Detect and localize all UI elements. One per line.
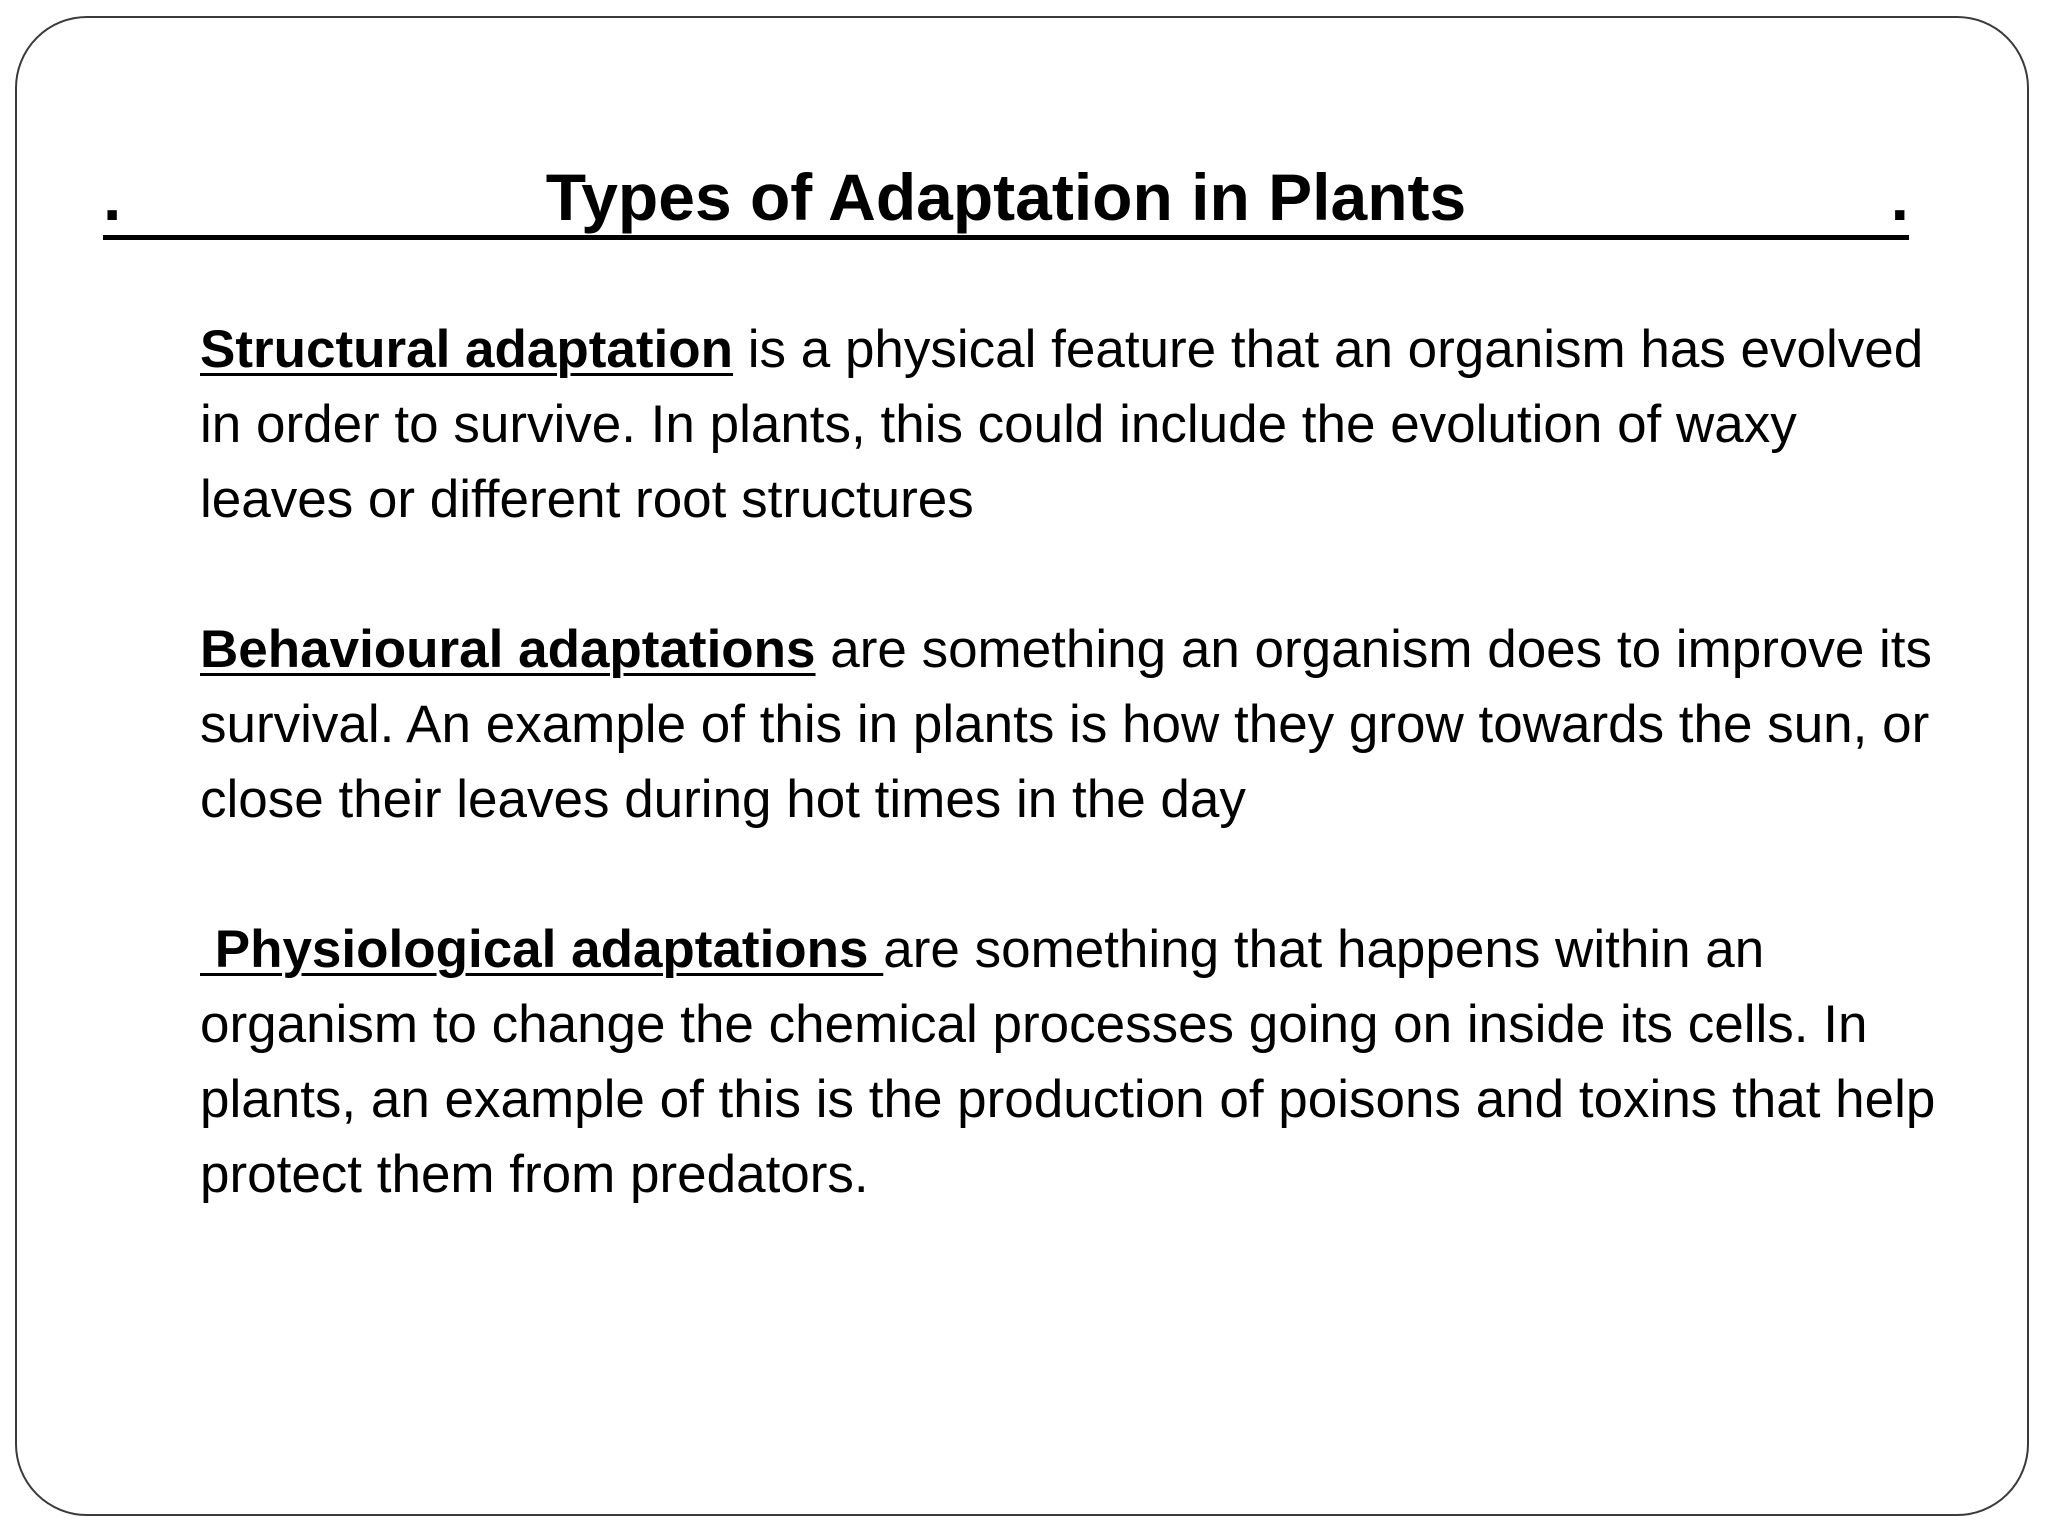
paragraph-behavioural (200, 612, 1960, 837)
paragraph-physiological (200, 912, 1960, 1212)
title-left-dot: . (103, 160, 122, 234)
title-right-dot: . (1890, 160, 1909, 234)
paragraph-structural-text: is a physical feature that an organism has evolved in order to survive. In plants, this could include the evolution of waxy leaves or different root structures (200, 320, 1924, 529)
slide-title-row (103, 160, 1909, 240)
paragraph-physiological-text: are something that happens within an organism to change the chemical processes going on inside its cells. In plants, an example of this is the production of poisons and toxins that help protect them from predators. (200, 920, 1936, 1204)
term-physiological-adaptations: Physiological adaptations (200, 920, 884, 979)
slide-title: Types of Adaptation in Plants (545, 160, 1467, 234)
paragraph-behavioural-text: are something an organism does to improve its survival. An example of this in plants is how they grow towards the sun, or close their leaves during hot times in the day (200, 620, 1933, 829)
term-structural-adaptation: Structural adaptation (200, 320, 734, 379)
slide-body (200, 312, 1960, 1287)
term-behavioural-adaptations: Behavioural adaptations (200, 620, 816, 679)
paragraph-structural (200, 312, 1960, 537)
